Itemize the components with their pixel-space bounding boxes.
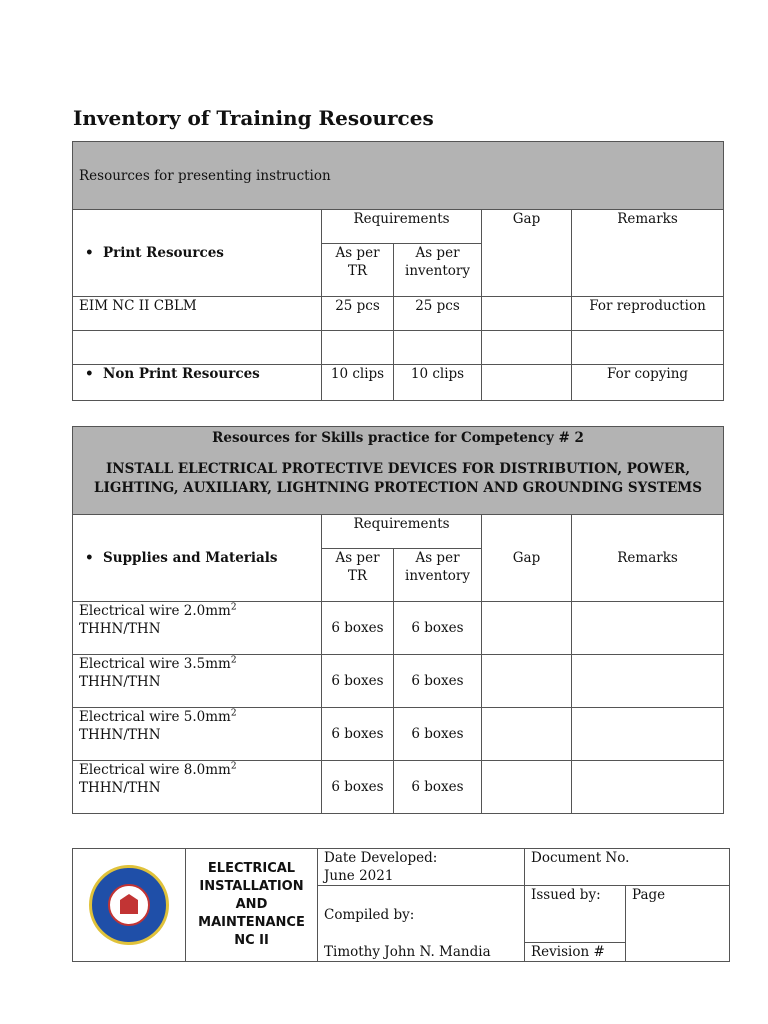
qualification-line: AND bbox=[235, 897, 268, 912]
item-type: THHN/THN bbox=[79, 674, 161, 690]
tr-cell: 10 clips bbox=[322, 365, 394, 401]
table-row bbox=[73, 655, 724, 708]
inventory-cell bbox=[394, 331, 482, 365]
gap-header: Gap bbox=[482, 515, 572, 602]
inventory-cell: 6 boxes bbox=[394, 761, 482, 814]
remarks-cell bbox=[572, 708, 724, 761]
competency-description: INSTALL ELECTRICAL PROTECTIVE DEVICES FOR DISTRIBUTION, POWER, LIGHTING, AUXILIARY, LIGHTNING PROTECTION AND GROUNDING SYSTEMS bbox=[94, 461, 703, 496]
skills-practice-table bbox=[72, 426, 724, 814]
supplies-label bbox=[73, 515, 322, 602]
as-per-tr-header: As per TR bbox=[322, 244, 394, 297]
item-type: THHN/THN bbox=[79, 727, 161, 743]
remarks-header: Remarks bbox=[572, 210, 724, 297]
print-resources-label bbox=[73, 210, 322, 297]
presenting-instruction-table bbox=[72, 141, 724, 401]
requirements-header: Requirements bbox=[322, 515, 482, 549]
qualification-line: MAINTENANCE bbox=[198, 915, 305, 930]
gap-cell bbox=[482, 708, 572, 761]
item-cell bbox=[73, 708, 322, 761]
print-resources-text: Print Resources bbox=[103, 245, 224, 261]
inventory-cell: 25 pcs bbox=[394, 297, 482, 331]
tr-cell: 6 boxes bbox=[322, 708, 394, 761]
item-cell bbox=[73, 761, 322, 814]
table-row bbox=[73, 365, 724, 401]
tr-cell: 6 boxes bbox=[322, 602, 394, 655]
table-row bbox=[73, 761, 724, 814]
document-footer bbox=[72, 848, 730, 962]
deped-logo bbox=[73, 849, 186, 962]
inventory-cell: 6 boxes bbox=[394, 708, 482, 761]
gap-cell bbox=[482, 331, 572, 365]
nonprint-text: Non Print Resources bbox=[103, 366, 260, 382]
remarks-cell: For reproduction bbox=[572, 297, 724, 331]
gap-cell bbox=[482, 602, 572, 655]
item-cell: EIM NC II CBLM bbox=[73, 297, 322, 331]
page-title: Inventory of Training Resources bbox=[73, 106, 434, 130]
superscript: 2 bbox=[230, 602, 237, 613]
remarks-cell bbox=[572, 655, 724, 708]
item-cell bbox=[73, 602, 322, 655]
tr-cell: 6 boxes bbox=[322, 655, 394, 708]
requirements-header: Requirements bbox=[322, 210, 482, 244]
qualification-line: INSTALLATION bbox=[199, 879, 304, 894]
compiled-by-value: Timothy John N. Mandia bbox=[324, 944, 491, 960]
gap-cell bbox=[482, 761, 572, 814]
item-text: Electrical wire 3.5mm bbox=[79, 656, 231, 672]
item-cell bbox=[73, 655, 322, 708]
superscript: 2 bbox=[230, 655, 237, 666]
supplies-text: Supplies and Materials bbox=[103, 550, 278, 566]
bullet-icon bbox=[85, 366, 103, 382]
gap-header: Gap bbox=[482, 210, 572, 297]
compiled-by-cell bbox=[318, 886, 525, 962]
as-per-tr-header: As per TR bbox=[322, 549, 394, 602]
tr-cell bbox=[322, 331, 394, 365]
table-row bbox=[73, 297, 724, 331]
qualification-line: ELECTRICAL bbox=[207, 861, 296, 876]
item-text: Electrical wire 2.0mm bbox=[79, 603, 231, 619]
superscript: 2 bbox=[230, 761, 237, 772]
inventory-cell: 6 boxes bbox=[394, 655, 482, 708]
remarks-cell bbox=[572, 602, 724, 655]
gap-cell bbox=[482, 365, 572, 401]
item-type: THHN/THN bbox=[79, 621, 161, 637]
bullet-icon bbox=[85, 245, 103, 261]
date-developed-cell bbox=[318, 849, 525, 886]
table-row bbox=[73, 602, 724, 655]
issued-by-cell: Issued by: bbox=[525, 886, 626, 943]
gap-cell bbox=[482, 297, 572, 331]
gap-cell bbox=[482, 655, 572, 708]
as-per-inventory-header: As per inventory bbox=[394, 549, 482, 602]
superscript: 2 bbox=[230, 708, 237, 719]
bullet-icon bbox=[85, 550, 103, 566]
as-per-inventory-header: As per inventory bbox=[394, 244, 482, 297]
compiled-by-label: Compiled by: bbox=[324, 907, 415, 923]
section-header: Resources for presenting instruction bbox=[73, 142, 724, 210]
remarks-header: Remarks bbox=[572, 515, 724, 602]
remarks-cell: For copying bbox=[572, 365, 724, 401]
seal-icon bbox=[89, 865, 169, 945]
qualification-title bbox=[186, 849, 318, 962]
tr-cell: 25 pcs bbox=[322, 297, 394, 331]
revision-cell: Revision # bbox=[525, 942, 626, 961]
remarks-cell bbox=[572, 761, 724, 814]
competency-title: Resources for Skills practice for Competency # 2 bbox=[212, 430, 584, 446]
qualification-line: NC II bbox=[234, 933, 269, 948]
document-no-cell: Document No. bbox=[525, 849, 730, 886]
remarks-cell bbox=[572, 331, 724, 365]
inventory-cell: 10 clips bbox=[394, 365, 482, 401]
item-cell bbox=[73, 331, 322, 365]
table-row bbox=[73, 708, 724, 761]
section-header bbox=[73, 427, 724, 515]
nonprint-label bbox=[73, 365, 322, 401]
date-developed-label: Date Developed: bbox=[324, 850, 438, 866]
tr-cell: 6 boxes bbox=[322, 761, 394, 814]
item-text: Electrical wire 5.0mm bbox=[79, 709, 231, 725]
page-cell: Page bbox=[626, 886, 730, 962]
table-row bbox=[73, 331, 724, 365]
item-type: THHN/THN bbox=[79, 780, 161, 796]
item-text: Electrical wire 8.0mm bbox=[79, 762, 231, 778]
inventory-cell: 6 boxes bbox=[394, 602, 482, 655]
date-developed-value: June 2021 bbox=[324, 868, 394, 884]
